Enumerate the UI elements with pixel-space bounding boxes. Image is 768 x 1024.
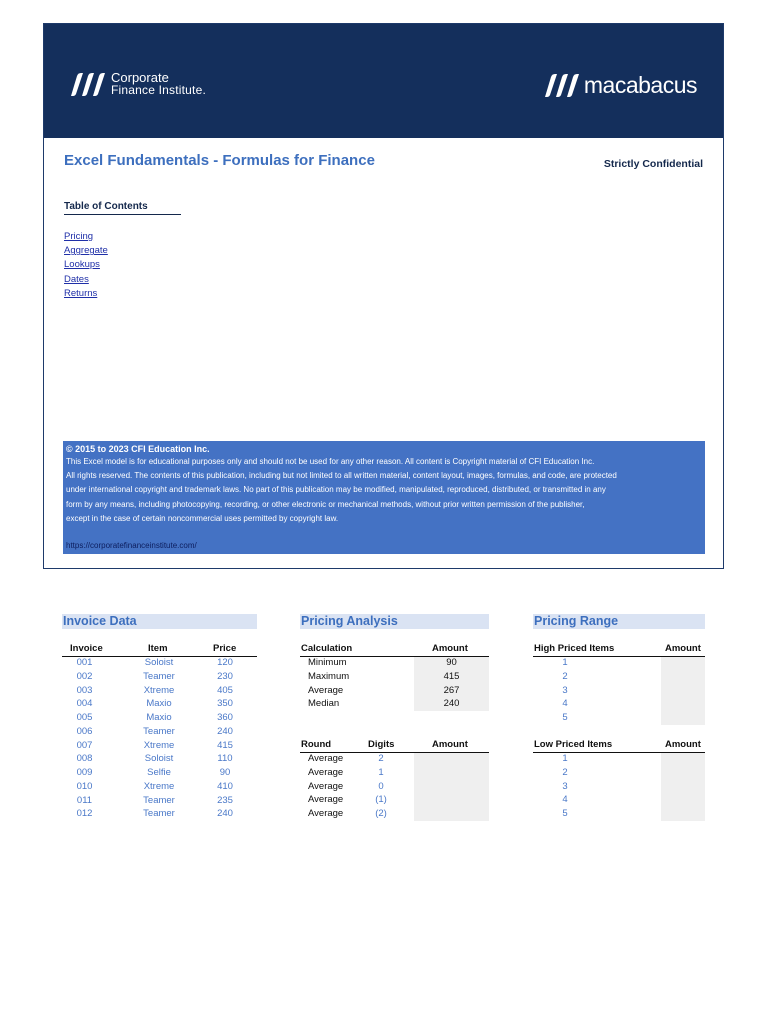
round-amount-cell[interactable] <box>414 766 489 780</box>
pricing-header-amount: Amount <box>432 643 468 654</box>
invoice-price-cell[interactable]: 360 <box>217 712 233 723</box>
invoice-number-cell[interactable]: 011 <box>76 794 93 806</box>
invoice-price-cell[interactable]: 230 <box>217 670 233 682</box>
cfi-logo-icon <box>65 70 107 98</box>
copyright-line: All rights reserved. The contents of this publication, including but not limited to all written material, content layout, images, formulas, and code, are protected <box>66 471 617 481</box>
pricing-calc-cell[interactable]: Minimum <box>308 657 347 668</box>
low-rank-cell[interactable]: 2 <box>562 766 568 778</box>
round-digits-cell[interactable]: 0 <box>378 780 384 792</box>
low-amount-shade <box>661 753 705 821</box>
toc-link-aggregate[interactable]: Aggregate <box>64 245 108 257</box>
low-header-amount: Amount <box>665 739 701 750</box>
high-rank-cell[interactable]: 4 <box>562 698 568 710</box>
invoice-number-cell[interactable]: 002 <box>76 670 93 682</box>
invoice-header-price: Price <box>213 643 237 654</box>
invoice-header-invoice: Invoice <box>70 643 103 654</box>
high-rank-cell[interactable]: 2 <box>562 670 568 682</box>
copyright-line: form by any means, including photocopying, recording, or other electronic or mechanical methods, without prior written permission of the publisher, <box>66 499 585 509</box>
toc-heading: Table of Contents <box>64 201 181 215</box>
invoice-item-cell[interactable]: Xtreme <box>143 739 175 751</box>
invoice-price-cell[interactable]: 110 <box>217 753 233 765</box>
cfi-name-line2: Finance Institute. <box>111 83 206 97</box>
invoice-number-cell[interactable]: 007 <box>76 739 93 751</box>
low-rank-cell[interactable]: 1 <box>562 753 568 764</box>
invoice-item-cell[interactable]: Maxio <box>146 712 172 723</box>
macabacus-wordmark: macabacus <box>583 71 697 98</box>
round-calc-cell[interactable]: Average <box>308 794 344 806</box>
round-digits-cell[interactable]: (2) <box>375 808 387 819</box>
invoice-number-cell[interactable]: 003 <box>76 684 93 696</box>
invoice-price-cell[interactable]: 240 <box>217 808 233 820</box>
round-amount-cell[interactable] <box>414 780 489 794</box>
invoice-number-cell[interactable]: 001 <box>76 657 93 668</box>
invoice-number-cell[interactable]: 012 <box>76 808 93 820</box>
invoice-number-cell[interactable]: 005 <box>76 712 93 723</box>
pricing-amount-cell[interactable]: 240 <box>443 698 460 710</box>
round-calc-cell[interactable]: Average <box>308 766 344 778</box>
pricing-calc-cell[interactable]: Maximum <box>308 670 350 682</box>
invoice-price-cell[interactable]: 350 <box>217 698 233 710</box>
round-amount-cell[interactable] <box>414 793 489 807</box>
confidential-label: Strictly Confidential <box>603 158 703 170</box>
pricing-section-title: Pricing Analysis <box>300 614 489 629</box>
invoice-item-cell[interactable]: Teamer <box>143 725 175 737</box>
invoice-item-cell[interactable]: Teamer <box>143 670 175 682</box>
low-rank-cell[interactable]: 3 <box>562 780 568 792</box>
high-rank-cell[interactable]: 1 <box>562 657 568 668</box>
toc-link-returns[interactable]: Returns <box>64 287 98 299</box>
invoice-price-cell[interactable]: 90 <box>219 767 231 778</box>
cfi-website-link[interactable]: https://corporatefinanceinstitute.com/ <box>66 541 197 550</box>
high-amount-shade <box>661 657 705 725</box>
invoice-item-cell[interactable]: Soloist <box>144 753 174 765</box>
high-header-amount: Amount <box>665 643 701 654</box>
high-rank-cell[interactable]: 3 <box>562 684 568 696</box>
toc-item <box>64 273 108 287</box>
invoice-header-item: Item <box>148 643 168 654</box>
toc-link-pricing[interactable]: Pricing <box>64 231 94 242</box>
invoice-price-cell[interactable]: 410 <box>217 780 233 792</box>
round-header-round: Round <box>301 739 332 750</box>
round-header-digits: Digits <box>368 739 395 750</box>
invoice-item-cell[interactable]: Selfie <box>147 767 171 778</box>
cfi-name-line1: Corporate <box>111 70 169 85</box>
header-banner <box>44 24 723 138</box>
high-rank-cell[interactable]: 5 <box>562 712 568 723</box>
round-amount-cell[interactable] <box>414 752 489 766</box>
toc-item <box>64 287 108 301</box>
toc-link-dates[interactable]: Dates <box>64 273 89 285</box>
copyright-line: under international copyright and trademark laws. No part of this publication may be modified, manipulated, reproduced, distributed, or transmitted in any <box>66 485 606 495</box>
round-digits-cell[interactable]: 1 <box>378 766 384 778</box>
pricing-calc-cell[interactable]: Median <box>308 698 340 710</box>
copyright-body <box>66 455 702 526</box>
invoice-price-cell[interactable]: 415 <box>217 739 233 751</box>
round-amount-cell[interactable] <box>414 807 489 821</box>
pricing-amount-cell[interactable]: 415 <box>443 670 460 682</box>
invoice-item-cell[interactable]: Xtreme <box>143 684 175 696</box>
range-section-title: Pricing Range <box>533 614 705 629</box>
pricing-calc-cell[interactable]: Average <box>308 684 344 696</box>
round-header-amount: Amount <box>432 739 468 750</box>
round-calc-cell[interactable]: Average <box>308 753 344 764</box>
invoice-price-cell[interactable]: 120 <box>217 657 233 668</box>
invoice-item-cell[interactable]: Maxio <box>146 698 172 710</box>
round-calc-cell[interactable]: Average <box>308 780 344 792</box>
high-header-items: High Priced Items <box>534 643 615 654</box>
invoice-price-cell[interactable]: 405 <box>217 684 233 696</box>
toc-item <box>64 258 108 272</box>
invoice-section-title: Invoice Data <box>62 614 257 629</box>
invoice-number-cell[interactable]: 010 <box>76 780 93 792</box>
invoice-price-cell[interactable]: 240 <box>217 725 233 737</box>
invoice-number-cell[interactable]: 008 <box>76 753 93 765</box>
toc-link-lookups[interactable]: Lookups <box>64 259 100 271</box>
invoice-price-cell[interactable]: 235 <box>217 794 233 806</box>
low-rank-cell[interactable]: 5 <box>562 808 568 819</box>
cfi-logo <box>65 70 206 98</box>
copyright-line: except in the case of certain noncommercial uses permitted by copyright law. <box>66 513 339 523</box>
invoice-number-cell[interactable]: 004 <box>76 698 93 710</box>
copyright-line: This Excel model is for educational purposes only and should not be used for any other reason. All content is Copyright material of CFI Education Inc. <box>66 457 595 466</box>
invoice-item-cell[interactable]: Teamer <box>143 808 175 820</box>
copyright-notice <box>63 441 705 554</box>
page-title: Excel Fundamentals - Formulas for Finance <box>64 152 375 169</box>
toc-list <box>64 230 108 301</box>
low-header-items: Low Priced Items <box>534 739 613 750</box>
pricing-amount-cell[interactable]: 267 <box>443 684 460 696</box>
invoice-number-cell[interactable]: 009 <box>76 767 93 778</box>
invoice-number-cell[interactable]: 006 <box>76 725 93 737</box>
toc-item <box>64 244 108 258</box>
invoice-item-cell[interactable]: Soloist <box>144 657 174 668</box>
cover-sheet <box>43 23 724 569</box>
macabacus-logo <box>539 71 697 99</box>
macabacus-logo-icon <box>539 71 581 99</box>
toc-item <box>64 230 108 244</box>
round-digits-cell[interactable]: (1) <box>375 794 387 806</box>
low-rank-cell[interactable]: 4 <box>562 794 568 806</box>
invoice-item-cell[interactable]: Teamer <box>143 794 175 806</box>
round-digits-cell[interactable]: 2 <box>378 753 384 764</box>
pricing-amount-cell[interactable]: 90 <box>446 657 457 668</box>
copyright-heading: © 2015 to 2023 CFI Education Inc. <box>66 444 210 454</box>
invoice-item-cell[interactable]: Xtreme <box>143 780 175 792</box>
round-calc-cell[interactable]: Average <box>308 808 344 819</box>
pricing-header-calculation: Calculation <box>301 643 353 654</box>
